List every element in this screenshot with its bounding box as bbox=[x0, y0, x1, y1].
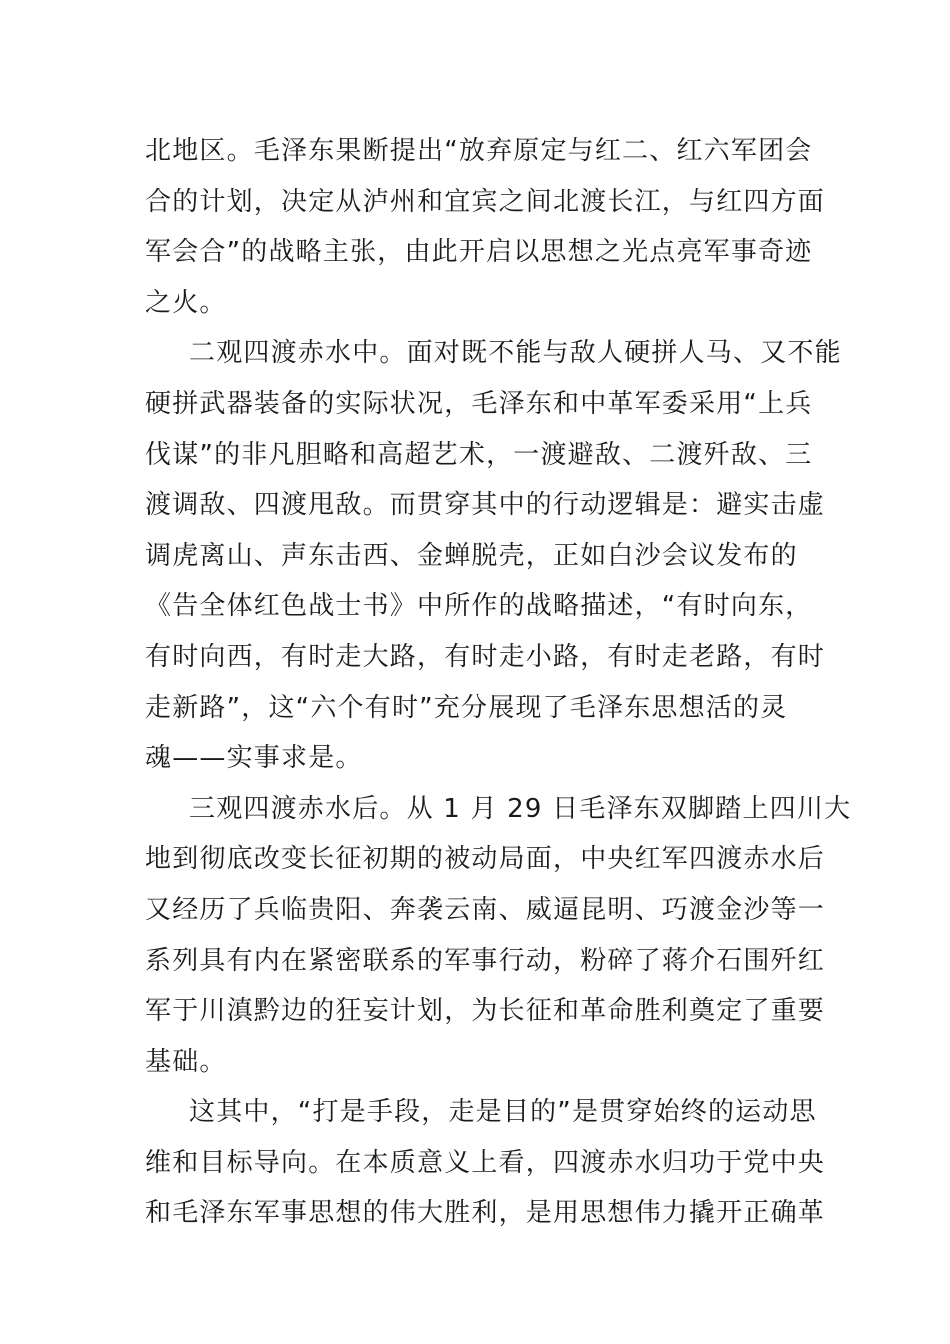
body-text bbox=[145, 126, 852, 1239]
text-line: 有时向西，有时走大路，有时走小路，有时走老路，有时 bbox=[145, 641, 826, 672]
text-line: 又经历了兵临贵阳、奔袭云南、威逼昆明、巧渡金沙等一 bbox=[145, 894, 826, 925]
text-line: 之火。 bbox=[145, 287, 227, 318]
paragraph-start-line: 这其中，“打是手段，走是目的”是贯穿始终的运动思 bbox=[189, 1097, 817, 1128]
text-line: 魂——实事求是。 bbox=[145, 743, 363, 774]
text-line: 地到彻底改变长征初期的被动局面，中央红军四渡赤水后 bbox=[145, 844, 826, 875]
text-line: 调虎离山、声东击西、金蝉脱壳，正如白沙会议发布的 bbox=[145, 540, 798, 571]
text-line: 合的计划，决定从泸州和宜宾之间北渡长江，与红四方面 bbox=[145, 186, 826, 217]
paragraph-start-line: 二观四渡赤水中。面对既不能与敌人硬拼人马、又不能 bbox=[189, 338, 842, 369]
text-line: 伐谋”的非凡胆略和高超艺术，一渡避敌、二渡歼敌、三 bbox=[145, 439, 813, 470]
text-line: 和毛泽东军事思想的伟大胜利，是用思想伟力撬开正确革 bbox=[145, 1198, 826, 1229]
text-line: 维和目标导向。在本质意义上看，四渡赤水归功于党中央 bbox=[145, 1147, 826, 1178]
text-line: 硬拼武器装备的实际状况，毛泽东和中革军委采用“上兵 bbox=[145, 388, 813, 419]
paragraph-start-line: 三观四渡赤水后。从 1 月 29 日毛泽东双脚踏上四川大 bbox=[189, 793, 852, 824]
text-line: 军会合”的战略主张，由此开启以思想之光点亮军事奇迹 bbox=[145, 237, 813, 268]
text-line: 《告全体红色战士书》中所作的战略描述，“有时向东， bbox=[145, 591, 813, 622]
text-line: 渡调敌、四渡甩敌。而贯穿其中的行动逻辑是：避实击虚 bbox=[145, 490, 826, 521]
text-line: 基础。 bbox=[145, 1046, 227, 1077]
text-line: 系列具有内在紧密联系的军事行动，粉碎了蒋介石围歼红 bbox=[145, 945, 826, 976]
text-line: 军于川滇黔边的狂妄计划，为长征和革命胜利奠定了重要 bbox=[145, 996, 826, 1027]
text-line: 北地区。毛泽东果断提出“放弃原定与红二、红六军团会 bbox=[145, 136, 813, 166]
text-line: 走新路”，这“六个有时”充分展现了毛泽东思想活的灵 bbox=[145, 692, 788, 723]
